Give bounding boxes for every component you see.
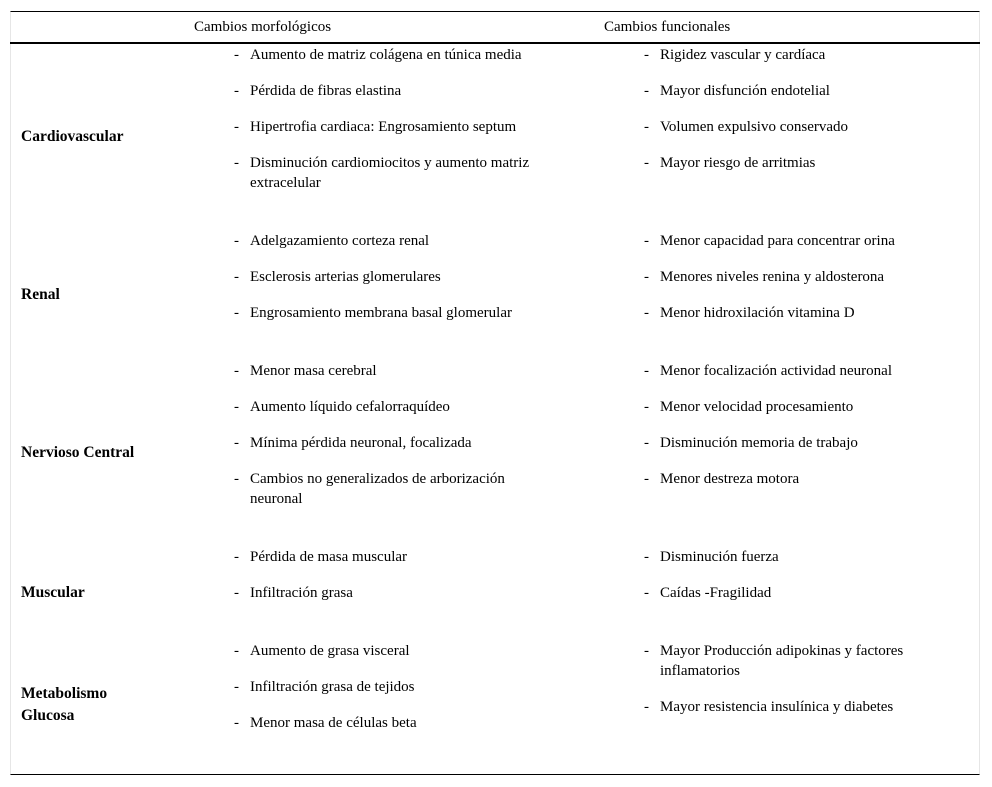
bullet: -: [644, 471, 649, 487]
list-item: [234, 433, 554, 453]
bullet: -: [644, 269, 649, 285]
list-item: [644, 45, 944, 65]
list-item: [234, 397, 554, 417]
list-item-text: Pérdida de fibras elastina: [250, 83, 402, 99]
list-item-text: Menores niveles renina y aldosterona: [660, 269, 885, 285]
list-item-text: Disminución memoria de trabajo: [660, 435, 858, 451]
bullet: -: [234, 233, 239, 249]
list-item-text: Rigidez vascular y cardíaca: [660, 47, 826, 63]
list-item: [234, 117, 554, 137]
list-item: [234, 267, 554, 287]
list-item-text: Mayor resistencia insulínica y diabetes: [660, 699, 894, 715]
bullet: -: [644, 363, 649, 379]
list-item: [234, 303, 554, 323]
list-item: [234, 677, 554, 697]
bullet: -: [234, 47, 239, 63]
list-item-text: Volumen expulsivo conservado: [660, 119, 849, 135]
list-item-text: Menor focalización actividad neuronal: [660, 363, 892, 379]
bullet: -: [644, 119, 649, 135]
bullet: -: [234, 119, 239, 135]
list-item-text: Disminución fuerza: [660, 549, 779, 565]
system-muscular: Muscular: [21, 584, 85, 601]
bullet: -: [234, 585, 239, 601]
bullet: -: [644, 399, 649, 415]
bullet: -: [234, 269, 239, 285]
list-item-text: Menor capacidad para concentrar orina: [660, 233, 895, 249]
bullet: -: [234, 83, 239, 99]
list-item: [234, 153, 554, 193]
list-item-text: Aumento líquido cefalorraquídeo: [250, 399, 450, 415]
bullet: -: [644, 435, 649, 451]
list-item-text: Aumento de grasa visceral: [250, 643, 410, 659]
bullet: -: [644, 549, 649, 565]
bullet: -: [644, 47, 649, 63]
list-item-text: Menor masa de células beta: [250, 715, 417, 731]
list-item: [644, 117, 944, 137]
list-item-text: Pérdida de masa muscular: [250, 549, 408, 565]
list-item-text: Mínima pérdida neuronal, focalizada: [250, 435, 472, 451]
system-cardiovascular: Cardiovascular: [21, 128, 124, 145]
list-item: [644, 267, 944, 287]
list-item: [644, 231, 944, 251]
list-item: [644, 397, 944, 417]
header-morphological: Cambios morfológicos: [194, 19, 332, 35]
list-item-text: Infiltración grasa de tejidos: [250, 679, 415, 695]
list-item-text: Menor hidroxilación vitamina D: [660, 305, 855, 321]
list-item-text: Infiltración grasa: [250, 585, 353, 601]
list-item-text: Mayor riesgo de arritmias: [660, 155, 816, 171]
list-item: [644, 641, 944, 681]
list-item: [234, 547, 554, 567]
list-item-text: Menor velocidad procesamiento: [660, 399, 854, 415]
list-item-text: Aumento de matriz colágena en túnica media: [250, 47, 522, 63]
bullet: -: [644, 643, 649, 659]
list-item-text: Cambios no generalizados de arborización neuronal: [250, 471, 505, 507]
list-item: [234, 583, 554, 603]
bullet: -: [644, 83, 649, 99]
list-item-text: Menor destreza motora: [660, 471, 800, 487]
list-item-text: Caídas -Fragilidad: [660, 585, 772, 601]
list-item: [644, 153, 944, 173]
bullet: -: [234, 471, 239, 487]
system-metabolismo-glucosa: Metabolismo Glucosa: [21, 685, 108, 724]
list-item: [644, 697, 944, 717]
header-functional: Cambios funcionales: [604, 19, 731, 35]
list-item: [234, 641, 554, 661]
bullet: -: [644, 585, 649, 601]
list-item-text: Mayor Producción adipokinas y factores inflamatorios: [660, 643, 904, 679]
list-item: [644, 583, 944, 603]
bullet: -: [234, 549, 239, 565]
list-item: [234, 231, 554, 251]
list-item-text: Esclerosis arterias glomerulares: [250, 269, 441, 285]
list-item: [644, 547, 944, 567]
list-item-text: Mayor disfunción endotelial: [660, 83, 830, 99]
list-item-text: Adelgazamiento corteza renal: [250, 233, 430, 249]
system-nervioso-central: Nervioso Central: [21, 444, 135, 461]
bullet: -: [234, 643, 239, 659]
bullet: -: [234, 363, 239, 379]
list-item: [234, 81, 554, 101]
bullet: -: [644, 699, 649, 715]
list-item: [644, 433, 944, 453]
bullet: -: [234, 679, 239, 695]
bullet: -: [234, 715, 239, 731]
bullet: -: [644, 305, 649, 321]
bullet: -: [644, 233, 649, 249]
header-rule: [10, 42, 980, 44]
list-item: [644, 469, 944, 489]
list-item: [644, 303, 944, 323]
list-item: [644, 81, 944, 101]
list-item: [234, 469, 554, 509]
list-item: [644, 361, 944, 381]
list-item-text: Engrosamiento membrana basal glomerular: [250, 305, 512, 321]
system-renal: Renal: [21, 286, 60, 303]
list-item: [234, 45, 554, 65]
bullet: -: [234, 155, 239, 171]
bullet: -: [234, 399, 239, 415]
bullet: -: [234, 435, 239, 451]
bullet: -: [644, 155, 649, 171]
list-item-text: Hipertrofia cardiaca: Engrosamiento septum: [250, 119, 517, 135]
list-item: [234, 713, 554, 733]
list-item: [234, 361, 554, 381]
list-item-text: Menor masa cerebral: [250, 363, 377, 379]
bullet: -: [234, 305, 239, 321]
list-item-text: Disminución cardiomiocitos y aumento matriz extracelular: [250, 155, 530, 191]
